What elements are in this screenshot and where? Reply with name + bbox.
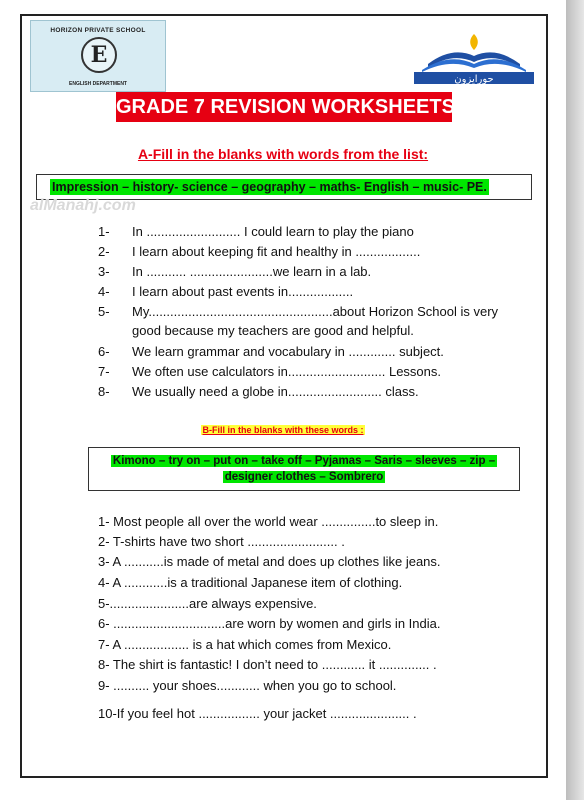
section-b-item: 1- Most people all over the world wear ...............to sleep in.: [98, 514, 439, 529]
item-text: I learn about keeping fit and healthy in ..................: [132, 244, 421, 259]
section-b-item: 7- A .................. is a hat which comes from Mexico.: [98, 637, 392, 652]
page-edge-shadow: [566, 0, 584, 800]
section-a-heading: [0, 146, 566, 162]
worksheet-title: GRADE 7 REVISION WORKSHEETS: [116, 92, 452, 122]
item-number: 4-: [98, 284, 110, 299]
watermark: alManahj.com: [30, 197, 136, 214]
section-b-item: 5-......................are always expensive.: [98, 596, 317, 611]
item-text: In ........... .......................we learn in a lab.: [132, 264, 372, 279]
item-text: good because my teachers are good and helpful.: [132, 323, 414, 338]
item-text: We learn grammar and vocabulary in ............. subject.: [132, 344, 444, 359]
item-text: In .......................... I could learn to play the piano: [132, 224, 414, 239]
arabic-logo-text: حورايزون: [454, 74, 494, 85]
item-text: I learn about past events in..................: [132, 284, 354, 299]
section-b-item: 9- .......... your shoes............ when you go to school.: [98, 678, 397, 693]
school-name: HORIZON PRIVATE SCHOOL: [50, 27, 146, 34]
school-logo: [30, 20, 166, 92]
section-b-word-list-line2: designer clothes – Sombrero: [224, 471, 384, 483]
section-b-heading: [0, 425, 566, 435]
item-text: My...................................................about Horizon School is very: [132, 304, 499, 319]
section-b-heading-text: B-Fill in the blanks with these words :: [202, 425, 364, 435]
section-b-item: 2- T-shirts have two short ......................... .: [98, 534, 345, 549]
item-number: 2-: [98, 244, 110, 259]
item-number: 1-: [98, 224, 110, 239]
horizon-logo-graphic: [408, 30, 540, 88]
section-b-item: 4- A ............is a traditional Japanese item of clothing.: [98, 575, 403, 590]
item-number: 8-: [98, 384, 110, 399]
item-number: 3-: [98, 264, 110, 279]
item-number: 6-: [98, 344, 110, 359]
item-number: 5-: [98, 304, 110, 319]
school-emblem: E: [81, 37, 117, 73]
section-a-word-list: Impression – history- science – geography – maths- English – music- PE.: [52, 180, 487, 194]
item-text: We often use calculators in........................... Lessons.: [132, 364, 442, 379]
section-b-word-box: [88, 447, 520, 491]
item-text: We usually need a globe in.......................... class.: [132, 384, 419, 399]
section-b-item: 8- The shirt is fantastic! I don’t need to ............ it .............. .: [98, 657, 437, 672]
department-name: ENGLISH DEPARTMENT: [69, 81, 127, 87]
section-b-item: 3- A ...........is made of metal and does up clothes like jeans.: [98, 554, 441, 569]
item-number: 7-: [98, 364, 110, 379]
section-b-item: 6- ...............................are worn by women and girls in India.: [98, 616, 441, 631]
section-b-word-list-line1: Kimono – try on – put on – take off – Pyjamas – Saris – sleeves – zip –: [112, 455, 496, 467]
section-a-heading-text: A-Fill in the blanks with words from the list:: [137, 146, 429, 162]
section-b-item: 10-If you feel hot ................. your jacket ...................... .: [98, 706, 417, 721]
